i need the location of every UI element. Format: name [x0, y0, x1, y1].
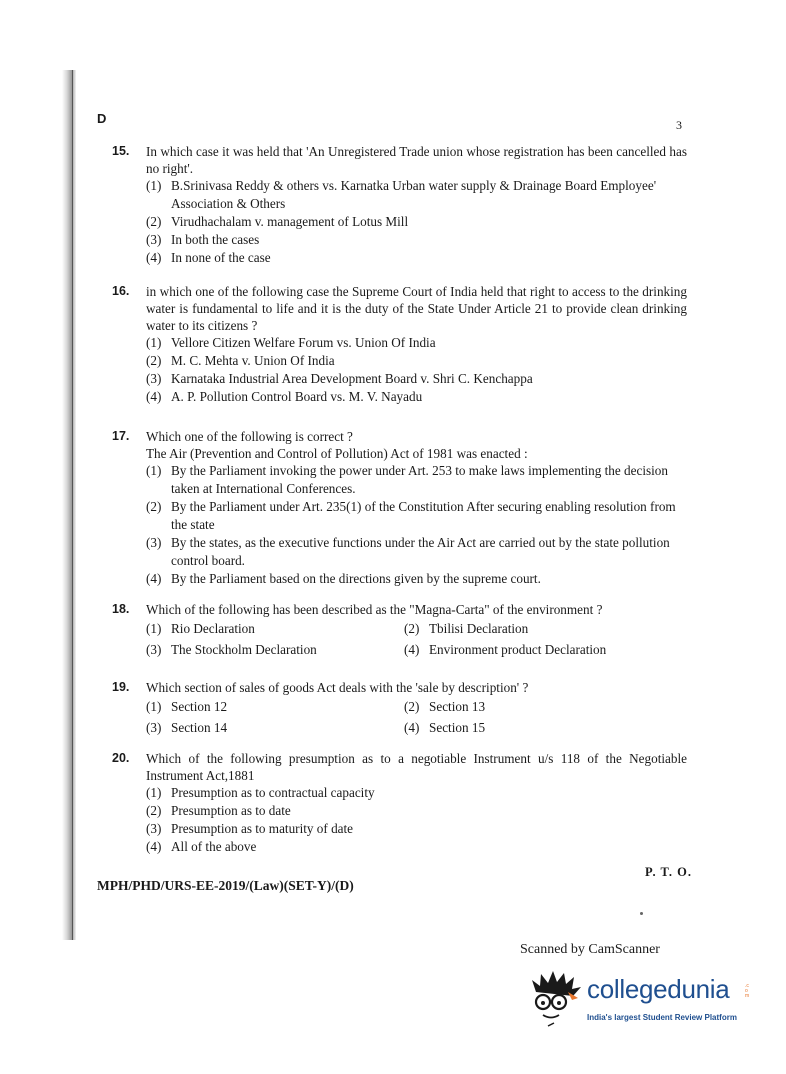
option-4: (4) All of the above — [146, 839, 257, 854]
question-subtext: The Air (Prevention and Control of Pollution) Act of 1981 was enacted : — [146, 446, 528, 461]
option-3: (3) Karnataka Industrial Area Development Board v. Shri C. Kenchappa — [146, 371, 533, 386]
question-text: Which section of sales of goods Act deals with the 'sale by description' ? — [146, 680, 529, 695]
options-grid — [146, 618, 687, 660]
question-number: 17. — [112, 429, 130, 443]
mascot-icon — [526, 968, 586, 1030]
option-4: (4) A. P. Pollution Control Board vs. M. V. Nayadu — [146, 389, 423, 404]
option-4: (4) By the Parliament based on the directions given by the supreme court. — [146, 571, 541, 586]
question-text: In which case it was held that 'An Unregistered Trade union whose registration has been cancelled has no right'. — [146, 144, 687, 176]
brand-suffix: .com — [745, 983, 750, 999]
option-4: (4) Section 15 — [404, 720, 486, 735]
question-number: 20. — [112, 751, 130, 765]
pto-label: P. T. O. — [645, 865, 693, 879]
question-16 — [112, 283, 687, 406]
option-1: (1) B.Srinivasa Reddy & others vs. Karnatka Urban water supply & Drainage Board Employee' Association & Others — [146, 178, 657, 211]
option-4: (4) Environment product Declaration — [404, 642, 607, 657]
question-number: 19. — [112, 680, 130, 694]
option-3: (3) By the states, as the executive functions under the Air Act are carried out by the state pollution control board. — [146, 535, 670, 568]
option-1: (1) Rio Declaration — [146, 621, 255, 636]
collegedunia-logo — [526, 968, 756, 1030]
option-3: (3) Section 14 — [146, 720, 228, 735]
option-2: (2) M. C. Mehta v. Union Of India — [146, 353, 335, 368]
question-19 — [112, 679, 687, 738]
page-number: 3 — [676, 118, 682, 132]
brand-name: collegedunia — [587, 974, 730, 1004]
option-2: (2) By the Parliament under Art. 235(1) of the Constitution After securing enabling resolution from the state — [146, 499, 676, 532]
question-number: 16. — [112, 284, 130, 298]
option-1: (1) Section 12 — [146, 699, 228, 714]
question-text: in which one of the following case the Supreme Court of India held that right to access to the drinking water is fundamental to life and it is the duty of the State Under Article 21 to provide clean drinking water to its citizens ? — [146, 284, 687, 333]
set-code: D — [97, 111, 107, 126]
scan-speck — [640, 912, 643, 915]
question-17 — [112, 428, 687, 588]
option-3: (3) The Stockholm Declaration — [146, 642, 317, 657]
question-text: Which of the following has been described as the "Magna-Carta" of the environment ? — [146, 602, 603, 617]
options-grid — [146, 696, 687, 738]
option-4: (4) In none of the case — [146, 250, 271, 265]
option-3: (3) In both the cases — [146, 232, 260, 247]
option-1: (1) Presumption as to contractual capacity — [146, 785, 375, 800]
scan-shadow-edge — [62, 70, 76, 940]
scan-edge-line — [72, 70, 73, 940]
option-3: (3) Presumption as to maturity of date — [146, 821, 354, 836]
option-1: (1) By the Parliament invoking the power under Art. 253 to make laws implementing the decision taken at International Conferences. — [146, 463, 668, 496]
option-2: (2) Tbilisi Declaration — [404, 621, 529, 636]
option-2: (2) Virudhachalam v. management of Lotus Mill — [146, 214, 409, 229]
option-2: (2) Section 13 — [404, 699, 486, 714]
footer-code: MPH/PHD/URS-EE-2019/(Law)(SET-Y)/(D) — [97, 878, 354, 893]
option-1: (1) Vellore Citizen Welfare Forum vs. Union Of India — [146, 335, 436, 350]
question-text: Which one of the following is correct ? — [146, 429, 353, 444]
question-text: Which of the following presumption as to a negotiable Instrument u/s 118 of the Negotiable Instrument Act,1881 — [146, 751, 687, 783]
question-number: 18. — [112, 602, 130, 616]
brand-tagline: India's largest Student Review Platform — [587, 1013, 737, 1022]
question-number: 15. — [112, 144, 130, 158]
question-18 — [112, 601, 687, 660]
camscanner-text: Scanned by CamScanner — [520, 942, 660, 957]
option-2: (2) Presumption as to date — [146, 803, 291, 818]
question-20 — [112, 750, 687, 856]
question-15 — [112, 143, 687, 267]
